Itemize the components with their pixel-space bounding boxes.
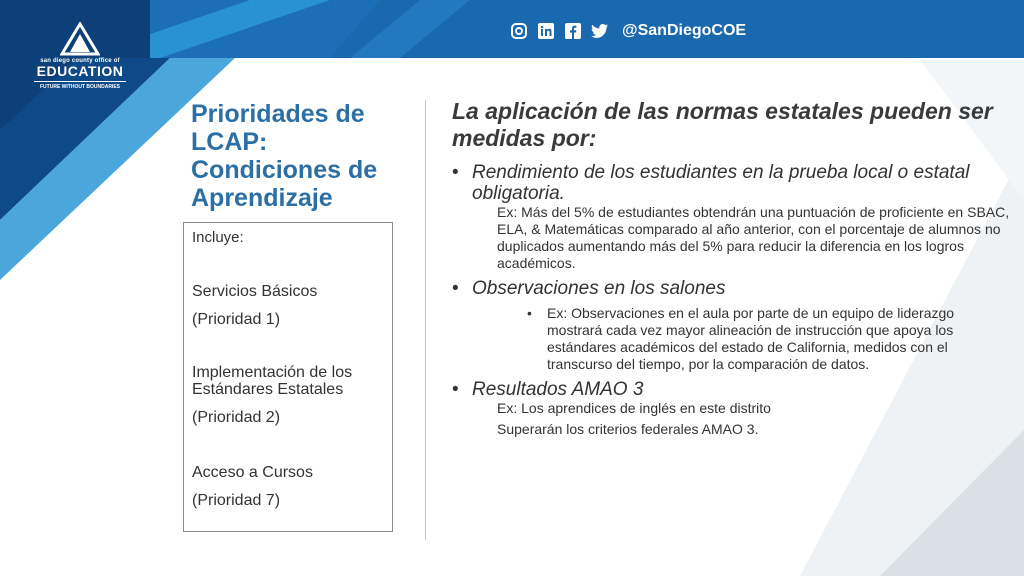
- priority-name: Implementación de los Estándares Estatales: [192, 364, 353, 398]
- sdcoe-logo: [30, 22, 130, 90]
- example-text: Ex: Más del 5% de estudiantes obtendrán una puntuación de proficiente en SBAC, ELA, & Matemáticas comparado al año anterior, con el porcentaje de alumnos no duplicados aumentando más del 5% para reducir la diferencia en los logros académicos.: [497, 204, 1010, 271]
- priority-number: (Prioridad 7): [192, 492, 281, 509]
- bullet-item: • Observaciones en los salones: [452, 278, 1012, 299]
- content-column: [452, 98, 1012, 438]
- social-handle[interactable]: @SanDiegoCOE: [622, 22, 747, 39]
- example-text: Ex: Los aprendices de inglés en este distrito: [497, 400, 771, 416]
- instagram-icon[interactable]: [510, 22, 528, 40]
- priority-item: [192, 283, 386, 328]
- includes-box: [183, 222, 393, 532]
- divider-line: [425, 100, 426, 540]
- logo-sub-text: FUTURE WITHOUT BOUNDARIES: [34, 81, 126, 90]
- priority-number: (Prioridad 2): [192, 409, 281, 426]
- facebook-icon[interactable]: [564, 22, 582, 40]
- linkedin-icon[interactable]: [537, 22, 555, 40]
- example-text: Superarán los criterios federales AMAO 3.: [497, 421, 759, 437]
- example-bullet: • Ex: Observaciones en el aula por parte de un equipo de liderazgo mostrará cada vez mayor alineación de instrucción que apoya los estándares académicos del estado de California, medidos con el transcurso del tiempo, por la comparación de datos.: [547, 305, 1012, 373]
- slide-title: [191, 100, 421, 212]
- priority-name: Servicios Básicos: [192, 283, 318, 300]
- twitter-icon[interactable]: [591, 22, 609, 40]
- priority-item: [192, 364, 386, 426]
- priority-item: [192, 464, 386, 509]
- bullet-item: • Resultados AMAO 3: [452, 379, 1012, 400]
- logo-top-text: san diego county office of: [40, 58, 120, 64]
- title-line: LCAP:: [191, 128, 268, 156]
- priority-name: Acceso a Cursos: [192, 464, 313, 481]
- bullet-item: • Rendimiento de los estudiantes en la prueba local o estatal obligatoria.: [452, 162, 1012, 204]
- content-heading: La aplicación de las normas estatales pueden ser medidas por:: [452, 98, 993, 151]
- title-line: Prioridades de: [191, 100, 365, 128]
- includes-heading: Incluye:: [192, 229, 244, 246]
- social-links: [510, 20, 746, 42]
- title-line: Aprendizaje: [191, 184, 333, 212]
- logo-main-text: EDUCATION: [36, 63, 124, 79]
- title-line: Condiciones de: [191, 156, 378, 184]
- mountain-logo-icon: [60, 22, 100, 56]
- priority-number: (Prioridad 1): [192, 311, 281, 328]
